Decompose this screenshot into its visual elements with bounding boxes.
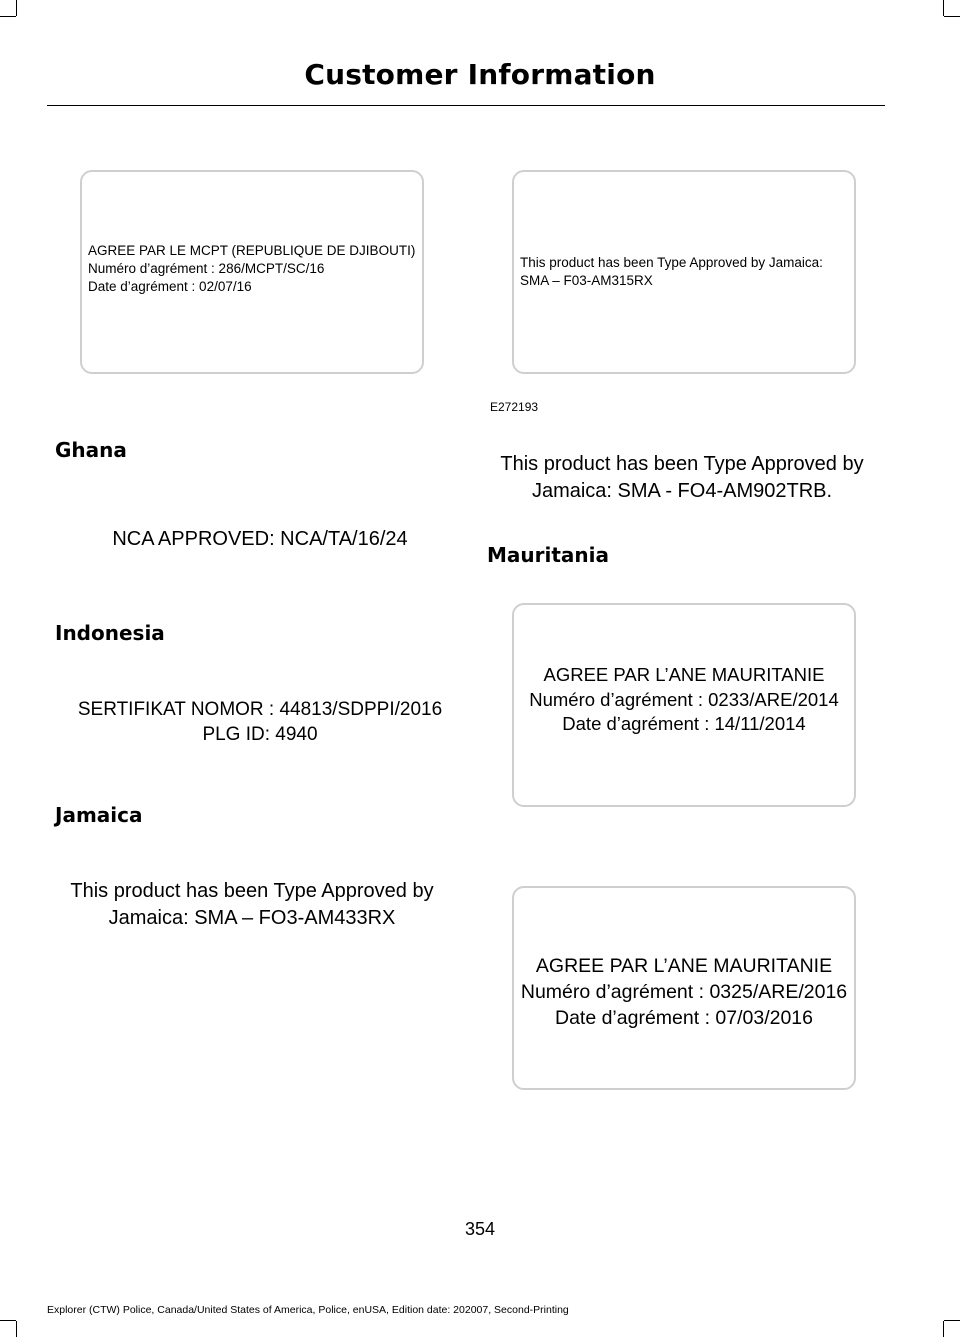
jamaica-right-line: Jamaica: SMA - FO4-AM902TRB. [531,479,833,502]
jamaica-approval-text-right [470,451,894,504]
crop-mark [943,1321,944,1337]
section-heading-jamaica: Jamaica [55,803,143,827]
indonesia-approval-text [40,697,480,748]
page-number: 354 [464,1219,496,1239]
mauritania-approval-label-2 [512,886,856,1090]
indonesia-line: PLG ID: 4940 [202,724,318,746]
page-title: Customer Information [304,58,656,91]
mauritania-label-1-line: Date d’agrément : 14/11/2014 [562,713,806,735]
mauritania-label-1-line: AGREE PAR L’ANE MAURITANIE [543,664,825,685]
djibouti-label-text [88,242,415,295]
mauritania-approval-label-1 [512,603,856,807]
mauritania-label-2-line: AGREE PAR L’ANE MAURITANIE [535,955,833,977]
title-divider [47,105,885,106]
crop-mark [16,0,17,16]
jamaica-right-line: This product has been Type Approved by [500,453,864,475]
section-heading-mauritania: Mauritania [487,543,610,567]
djibouti-label-line: Date d’agrément : 02/07/16 [88,278,252,294]
ghana-approval-text: NCA APPROVED: NCA/TA/16/24 [112,528,408,550]
footer-edition-text: Explorer (CTW) Police, Canada/United States of America, Police, enUSA, Edition date: 202007, Second-Printing [47,1304,569,1316]
section-heading-ghana: Ghana [55,438,127,462]
section-heading-indonesia: Indonesia [55,621,165,645]
crop-mark [0,1320,16,1321]
jamaica-label-text [520,254,823,290]
djibouti-label-line: AGREE PAR LE MCPT (REPUBLIQUE DE DJIBOUTI) [88,243,416,258]
jamaica-line: Jamaica: SMA – FO3-AM433RX [108,906,396,929]
djibouti-approval-label [80,170,424,374]
crop-mark [944,1320,960,1321]
crop-mark [943,0,944,16]
mauritania-label-2-line: Numéro d’agrément : 0325/ARE/2016 [520,980,848,1003]
jamaica-label-line: This product has been Type Approved by Jamaica: [520,255,823,270]
mauritania-label-2-text [514,954,854,1032]
crop-mark [0,16,16,17]
jamaica-approval-label [512,170,856,374]
figure-code: E272193 [490,400,539,414]
djibouti-label-line: Numéro d’agrément : 286/MCPT/SC/16 [88,260,325,276]
crop-mark [944,16,960,17]
jamaica-label-line: SMA – F03-AM315RX [520,272,653,288]
mauritania-label-1-line: Numéro d’agrément : 0233/ARE/2014 [529,688,839,710]
indonesia-line: SERTIFIKAT NOMOR : 44813/SDPPI/2016 [77,699,443,720]
crop-mark [16,1321,17,1337]
jamaica-line: This product has been Type Approved by [70,880,434,902]
mauritania-label-2-line: Date d’agrément : 07/03/2016 [554,1006,813,1029]
jamaica-approval-text [40,878,464,931]
mauritania-label-1-text [514,663,854,737]
